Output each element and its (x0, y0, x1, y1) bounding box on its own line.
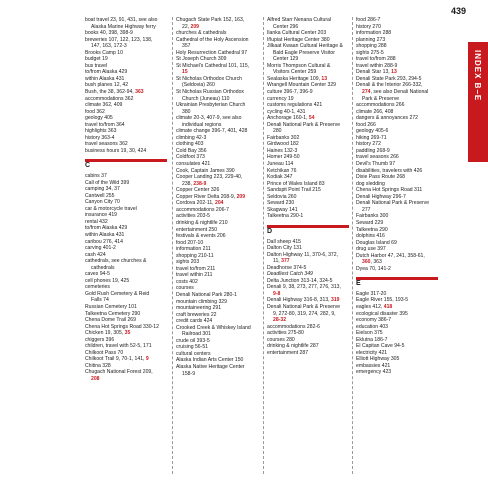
index-entry-text: clothing 403 (176, 141, 204, 148)
index-entry-text: Juneau 114 (267, 161, 294, 168)
index-entry-text: disabilities, travelers with 426 (356, 167, 423, 174)
map-page-ref: 363 (135, 89, 144, 96)
index-entry-text: Canyon City 70 (85, 199, 120, 206)
index-entry-text: courses 280 (267, 336, 295, 343)
index-entry-text: churches & cathedrals (176, 30, 227, 37)
index-entry-text: history 363-4 (85, 134, 115, 141)
index-entry-text: St Nicholas Russian Orthodox Church (Juneau) 110 (176, 89, 244, 102)
map-page-ref: 319 (331, 297, 340, 304)
index-entry-text: Holy Resurrection Cathedral 97 (176, 49, 248, 56)
index-entry-text: Deadliest Catch 349 (267, 271, 313, 278)
column-divider (172, 17, 173, 474)
index-entry-text: Delta Junction 313-14, 324-5 (267, 277, 333, 284)
index-entry (267, 43, 343, 63)
index-entry-text: climate 20-3, 407-9, see also individual regions (176, 115, 242, 128)
index-entry-text: children, travel with 52-5, 171 (85, 343, 152, 350)
index-entry-text: climate change 396-7, 401, 428 (176, 128, 248, 135)
index-entry (356, 253, 432, 266)
letter-divider-bar (356, 277, 438, 280)
index-entry-text: credit cards 424 (176, 318, 213, 325)
index-entry-text: travel within 288-9 (356, 62, 398, 69)
index-entry-text: Brooks Camp 10 (85, 49, 123, 56)
letter-divider-bar (85, 159, 167, 162)
index-entry-text: travel within 211 (176, 272, 213, 279)
index-entry-text: cruising 56-51 (176, 344, 208, 351)
index-entry (85, 291, 161, 304)
index-entry-text: Dall sheep 415 (267, 238, 301, 245)
index-entry-text: Chena Hot Springs Road 330-12 (85, 323, 159, 330)
index-entry-text: caribou 276, 414 (85, 238, 123, 245)
index-entry-text: Dyea 70, 141-2 (356, 265, 391, 272)
index-entry-text: shopping 210-11 (176, 252, 214, 259)
index-entry-text: climbing 42-3 (176, 134, 207, 141)
index-entry-text: carving 401-2 (85, 245, 116, 252)
index-entry-text: Chena Dome Trail 269 (85, 317, 136, 324)
index-entry-text: accommodations 266 (356, 102, 405, 109)
index-entry-text: hiking 269-71 (356, 134, 387, 141)
index-entry (356, 369, 432, 376)
index-entry-text: chiggers 396 (85, 336, 115, 343)
index-column-4 (356, 17, 432, 376)
index-entry-text: Chicken 19, 305, (85, 330, 125, 337)
index-entry-text: Anchorage 160-1, (267, 115, 309, 122)
index-entry-text: cemeteries (85, 284, 110, 291)
index-entry-text: travel seasons 362 (85, 141, 128, 148)
index-entry-text: Talkeetna 290 (356, 226, 388, 233)
index-entry (267, 252, 343, 265)
index-entry-text: Denali National Park & Preserve 9, 272-80, 319, 274, 282, 9, (267, 303, 341, 317)
index-entry-text: Denali 9, 38, 273, 277, 276, 313, (267, 284, 341, 291)
map-page-ref: 209 (190, 23, 199, 30)
page-number: 439 (450, 6, 466, 16)
map-page-ref: 208 (91, 375, 100, 382)
index-entry-text: Bush, the 38, 362-94, (85, 89, 136, 96)
index-entry-text: ecological disaster 395 (356, 310, 408, 317)
index-entry-text: car & motorcycle travel (85, 205, 137, 212)
index-entry-text: Cooper Landing 223, 229-40, 238, (176, 174, 243, 187)
index-entry-text: Dalton Highway 11, 370-6, 372, 11, (267, 251, 338, 265)
index-entry (267, 122, 343, 135)
index-entry-text: planning 273 (356, 36, 386, 43)
index-entry-text: Cook, Captain James 390 (176, 167, 235, 174)
index-entry-text: customs regulations 421 (267, 102, 323, 109)
index-entry-text: Coldfoot 373 (176, 154, 205, 161)
letter-divider-bar (267, 225, 349, 228)
index-entry-text: Talkeetna 290-1 (267, 213, 304, 220)
index-entry-text: business hours 19, 30, 424 (85, 147, 147, 154)
index-entry-text: cultural centers (176, 350, 211, 357)
index-entry-text: Eagle River 155, 193-5 (356, 297, 409, 304)
index-entry-text: Dutch Harbor 47, 241, 358-61, (356, 252, 425, 259)
index-entry-text: activities 203-5 (176, 213, 210, 220)
index-entry-text: Denali National Park 280-1 (176, 291, 237, 298)
index-entry (356, 266, 432, 273)
index-entry-text: , 363 (370, 259, 382, 266)
index-entry-text: courses (176, 285, 194, 292)
index-entry-text: Chilkoot Trail 9, 70-1, 141, (85, 356, 146, 363)
index-entry-text: drug use 397 (356, 246, 386, 253)
index-entry-text: Copper Center 326 (176, 187, 220, 194)
index-entry-text: accommodations 206-7 (176, 206, 229, 213)
index-entry (267, 284, 343, 297)
index-entry-text: Denali National Park & Preserve 277 (356, 200, 430, 213)
index-entry-text: Cold Bay 356 (176, 147, 207, 154)
index-entry-text: Ketchikan 76 (267, 167, 297, 174)
index-entry (85, 37, 161, 50)
index-entry-text: Denali National Park & Preserve 280 (267, 121, 341, 135)
index-letter: E (356, 280, 361, 288)
index-entry-text: insurance 419 (85, 212, 118, 219)
index-column-2 (176, 17, 252, 377)
index-entry-text: food 286-7 (356, 17, 381, 23)
map-page-ref: 13 (391, 69, 397, 76)
index-letter: D (267, 227, 273, 235)
map-page-ref: 54 (308, 115, 315, 122)
index-entry (176, 76, 252, 89)
index-entry (176, 37, 252, 50)
index-entry-text: highlights 363 (85, 128, 117, 135)
index-entry-text: Cantwell 255 (85, 192, 115, 199)
index-entry-text: Fairbanks 302 (267, 134, 300, 141)
index-entry-text: Chitina 328 (85, 362, 111, 369)
index-entry (85, 148, 161, 155)
index-entry-text: dolphins 416 (356, 233, 385, 240)
index-entry-text: Seward 229 (356, 219, 384, 226)
index-column-3 (267, 17, 343, 356)
index-entry (176, 89, 252, 102)
index-entry (176, 364, 252, 377)
map-page-ref: 238-9 (193, 180, 207, 187)
index-entry-text: Denali Highway 316-8, 313, (267, 297, 331, 304)
index-entry (176, 63, 252, 76)
index-entry-text: paddling 268-9 (356, 147, 390, 154)
index-entry (267, 350, 343, 357)
index-entry-text: bus travel (85, 62, 108, 69)
index-entry-text: Chugach State Park 152, 163, 22, (176, 17, 245, 30)
letter-heading (267, 225, 343, 236)
index-entry-text: Denali & the Interior 266-332, (356, 82, 423, 89)
letter-heading (356, 277, 432, 288)
index-entry-text: economy 386-7 (356, 317, 392, 324)
map-page-ref: 13 (321, 75, 328, 82)
index-entry-text: embassies 421 (356, 362, 391, 369)
index-entry-text: cycling 40-1, 431 (267, 108, 306, 115)
index-entry-text: St Nicholas Orthodox Church (Seldovia) 260 (176, 75, 242, 89)
index-entry (85, 258, 161, 271)
index-entry-text: entertainment 250 (176, 226, 218, 233)
index-entry-text: Talkeetna Cemetery 290 (85, 310, 141, 317)
index-entry-text: information 211 (176, 246, 211, 253)
index-entry-text: Girdwood 182 (267, 141, 299, 148)
column-divider (352, 17, 353, 474)
index-entry-text: boat travel 23, 91, 431, see also Alaska Marine Highway ferry (85, 17, 158, 30)
index-entry-text: Denali State Park 293, 294-5 (356, 75, 422, 82)
index-entry-text: consulates 421 (176, 161, 211, 168)
index-entry-text: El Capitan Cave 94-5 (356, 343, 405, 350)
index-entry (176, 115, 252, 128)
index-entry-text: Prince of Wales Island 83 (267, 180, 325, 187)
index-entry-text: education 403 (356, 323, 389, 330)
index-entry-text: Alfred Starr Nenana Cultural Center 296 (267, 17, 331, 30)
index-entry-text: cell phones 19, 425 (85, 277, 130, 284)
index-entry-text: Eklutna 186-7 (356, 336, 388, 343)
index-entry-text: activities 275-80 (267, 330, 304, 337)
map-page-ref: 274 (362, 89, 371, 96)
index-entry-text: camping 34, 37 (85, 186, 120, 193)
index-entry-text: food 207-10 (176, 239, 204, 246)
index-entry-text: Chilkoot Pass 70 (85, 349, 124, 356)
index-entry-text: Dalton City 131 (267, 245, 302, 252)
index-entry-text: Gold Rush Cemetery & Reid Falls 74 (85, 290, 150, 304)
index-entry-text: food 266 (356, 121, 376, 128)
index-entry-text: crude oil 393-5 (176, 337, 210, 344)
index-entry-text: food 362 (85, 108, 105, 115)
index-entry-text: Cathedral of the Holy Ascension 357 (176, 36, 249, 50)
index-entry-text: dangers & annoyances 272 (356, 115, 419, 122)
index-entry-text: travel to/from 211 (176, 265, 216, 272)
index-entry-text: mountain climbing 329 (176, 298, 227, 305)
index-column-1 (85, 17, 161, 383)
index-entry-text: Denali Star 13, (356, 69, 392, 76)
index-entry-text: Eielson 375 (356, 330, 383, 337)
index-entry-text: bush planes 12, 42 (85, 82, 129, 89)
index-entry (176, 17, 252, 30)
index-entry-text: within Alaska 431 (85, 75, 125, 82)
map-page-ref: 209 (236, 193, 246, 200)
index-entry-text: travel to/from 288 (356, 56, 396, 63)
index-entry-text: Sealaska Heritage 109, (267, 75, 322, 82)
index-entry (85, 17, 161, 30)
map-page-ref: 204 (214, 200, 224, 207)
index-entry-text: St Joseph Church 309 (176, 56, 227, 63)
index-entry-text: Kodiak 347 (267, 174, 293, 181)
index-entry-text: culture 396-7, 396-9 (267, 89, 313, 96)
index-entry-text: travel to/from 364 (85, 121, 125, 128)
index-entry-text: Call of the Wild 399 (85, 179, 130, 186)
index-entry-text: Devil's Thumb 97 (356, 161, 396, 168)
index-entry-text: to/from Alaska 429 (85, 225, 128, 232)
index-entry-text: Elliott Highway 305 (356, 356, 400, 363)
index-entry-text: Russian Cemetery 101 (85, 303, 137, 310)
index-entry (267, 17, 343, 30)
index-entry-text: , see also Denali National Park & Preserve (362, 89, 429, 102)
index-entry-text: eagles 412, (356, 303, 384, 310)
index-entry-text: history 272 (356, 141, 381, 148)
map-page-ref: 28-32 (273, 317, 287, 324)
index-entry-text: Wrangell Mountain Center 329 (267, 82, 336, 89)
index-entry-text: emergency 423 (356, 369, 392, 376)
index-entry-text: cathedrals, see churches & cathedrals (85, 258, 147, 271)
index-entry-text: mountaineering 291 (176, 305, 222, 312)
index-entry (176, 325, 252, 338)
index-entry-text: travel seasons 266 (356, 154, 399, 161)
index-entry-text: Haines 132-3 (267, 147, 298, 154)
index-entry-text: climate 362, 409 (85, 102, 123, 109)
index-entry-text: Chena Hot Springs Road 311 (356, 187, 423, 194)
index-entry (356, 82, 432, 102)
index-entry-text: cabins 37 (85, 173, 107, 180)
column-divider (263, 17, 264, 474)
index-entry-text: caves 94-5 (85, 271, 110, 278)
index-entry-text: Copper River Delta 208-9, (176, 193, 237, 200)
index-entry (176, 174, 252, 187)
index-entry-text: books 40, 398, 398-9 (85, 30, 133, 37)
index-entry-text: Fairbanks 300 (356, 213, 389, 220)
index-entry-text: rental 432 (85, 218, 108, 225)
index-entry-text: Eagle 317-20 (356, 290, 387, 297)
index-entry-text: budget 19 (85, 56, 108, 63)
index-entry-text: Morris Thompson Cultural & Visitors Center 259 (267, 62, 331, 76)
index-entry-text: Crooked Creek & Whiskey Island Railroad 301 (176, 324, 251, 338)
map-page-ref: 15 (182, 69, 188, 76)
index-entry-text: Seward 230 (267, 200, 295, 207)
index-entry-text: history 270 (356, 23, 381, 30)
index-entry-text: geology 405 (85, 115, 113, 122)
index-entry (267, 213, 343, 220)
index-entry-text: Chugach National Forest 209, (85, 369, 153, 376)
index-entry (85, 369, 161, 382)
index-entry-text: within Alaska 431 (85, 231, 125, 238)
index-entry-text: festivals & events 206 (176, 233, 226, 240)
map-page-ref: 360 (362, 259, 371, 266)
index-entry-text: Cordova 202-11, (176, 200, 215, 207)
index-entry-text: costs 402 (176, 278, 198, 285)
index-entry-text: sights 275-5 (356, 49, 384, 56)
index-entry-text: climate 266, 408 (356, 108, 394, 115)
index-entry-text: craft breweries 22 (176, 311, 217, 318)
index-entry-text: Ukrainian Presbyterian Church 380 (176, 102, 246, 115)
letter-heading (85, 159, 161, 170)
index-tab-label: INDEX B–E (473, 50, 482, 102)
index-entry-text: Douglas Island 69 (356, 239, 397, 246)
index-entry-text: entertainment 287 (267, 349, 309, 356)
index-entry-text: breweries 107, 122, 123, 138, 147, 163, 172-3 (85, 36, 153, 50)
index-letter: C (85, 162, 91, 170)
map-page-ref: 418 (383, 303, 393, 310)
map-page-ref: 35 (124, 330, 131, 337)
index-entry (267, 63, 343, 76)
index-entry-text: currency 19 (267, 95, 294, 102)
index-entry (176, 102, 252, 115)
index-entry-text: Skagway 141 (267, 206, 298, 213)
index-entry-text: accommodations 362 (85, 95, 134, 102)
index-entry (356, 200, 432, 213)
index-entry-text: Deadhorse 374-5 (267, 264, 307, 271)
index-entry-text: Denali Highway 296-7 (356, 193, 406, 200)
index-entry-text: Alaska Indian Arts Center 150 (176, 357, 244, 364)
map-page-ref: 9-8 (273, 290, 281, 297)
index-entry-text: drinking & nightlife 210 (176, 219, 228, 226)
index-entry-text: drinking & nightlife 287 (267, 343, 319, 350)
index-entry-text: dog sledding (356, 180, 385, 187)
index-entry-text: shopping 288 (356, 43, 387, 50)
index-entry-text: geology 405-6 (356, 128, 389, 135)
index-entry-text: Dixie Pass Route 268 (356, 174, 405, 181)
index-entry-text: information 288 (356, 30, 392, 37)
index-entry-text: Alaska Native Heritage Center 158-9 (176, 363, 245, 377)
index-entry-text: Sandspit Point Trail 215 (267, 187, 321, 194)
index-entry-text: electricity 421 (356, 349, 388, 356)
index-entry-text: Jilkaat Kwaan Cultural Heritage & Bald Eagle Preserve Visitor Center 129 (267, 43, 343, 63)
index-entry-text: Homer 249-50 (267, 154, 300, 161)
index-entry-text: accommodations 282-6 (267, 323, 320, 330)
index-entry-text: to/from Alaska 429 (85, 69, 128, 76)
index-entry-text: sights 203 (176, 259, 200, 266)
index-entry-text: Iñupiat Heritage Center 380 (267, 36, 330, 43)
index-entry-text: Ilanka Cultural Center 203 (267, 30, 327, 37)
index-entry-text: cash 424 (85, 251, 106, 258)
map-page-ref: 377 (281, 258, 290, 265)
index-entry-text: Seldovia 260 (267, 193, 297, 200)
index-entry (267, 304, 343, 324)
index-entry-text: St Michael's Cathedral 101, 115, (176, 62, 250, 69)
map-page-ref: 9 (145, 356, 149, 363)
